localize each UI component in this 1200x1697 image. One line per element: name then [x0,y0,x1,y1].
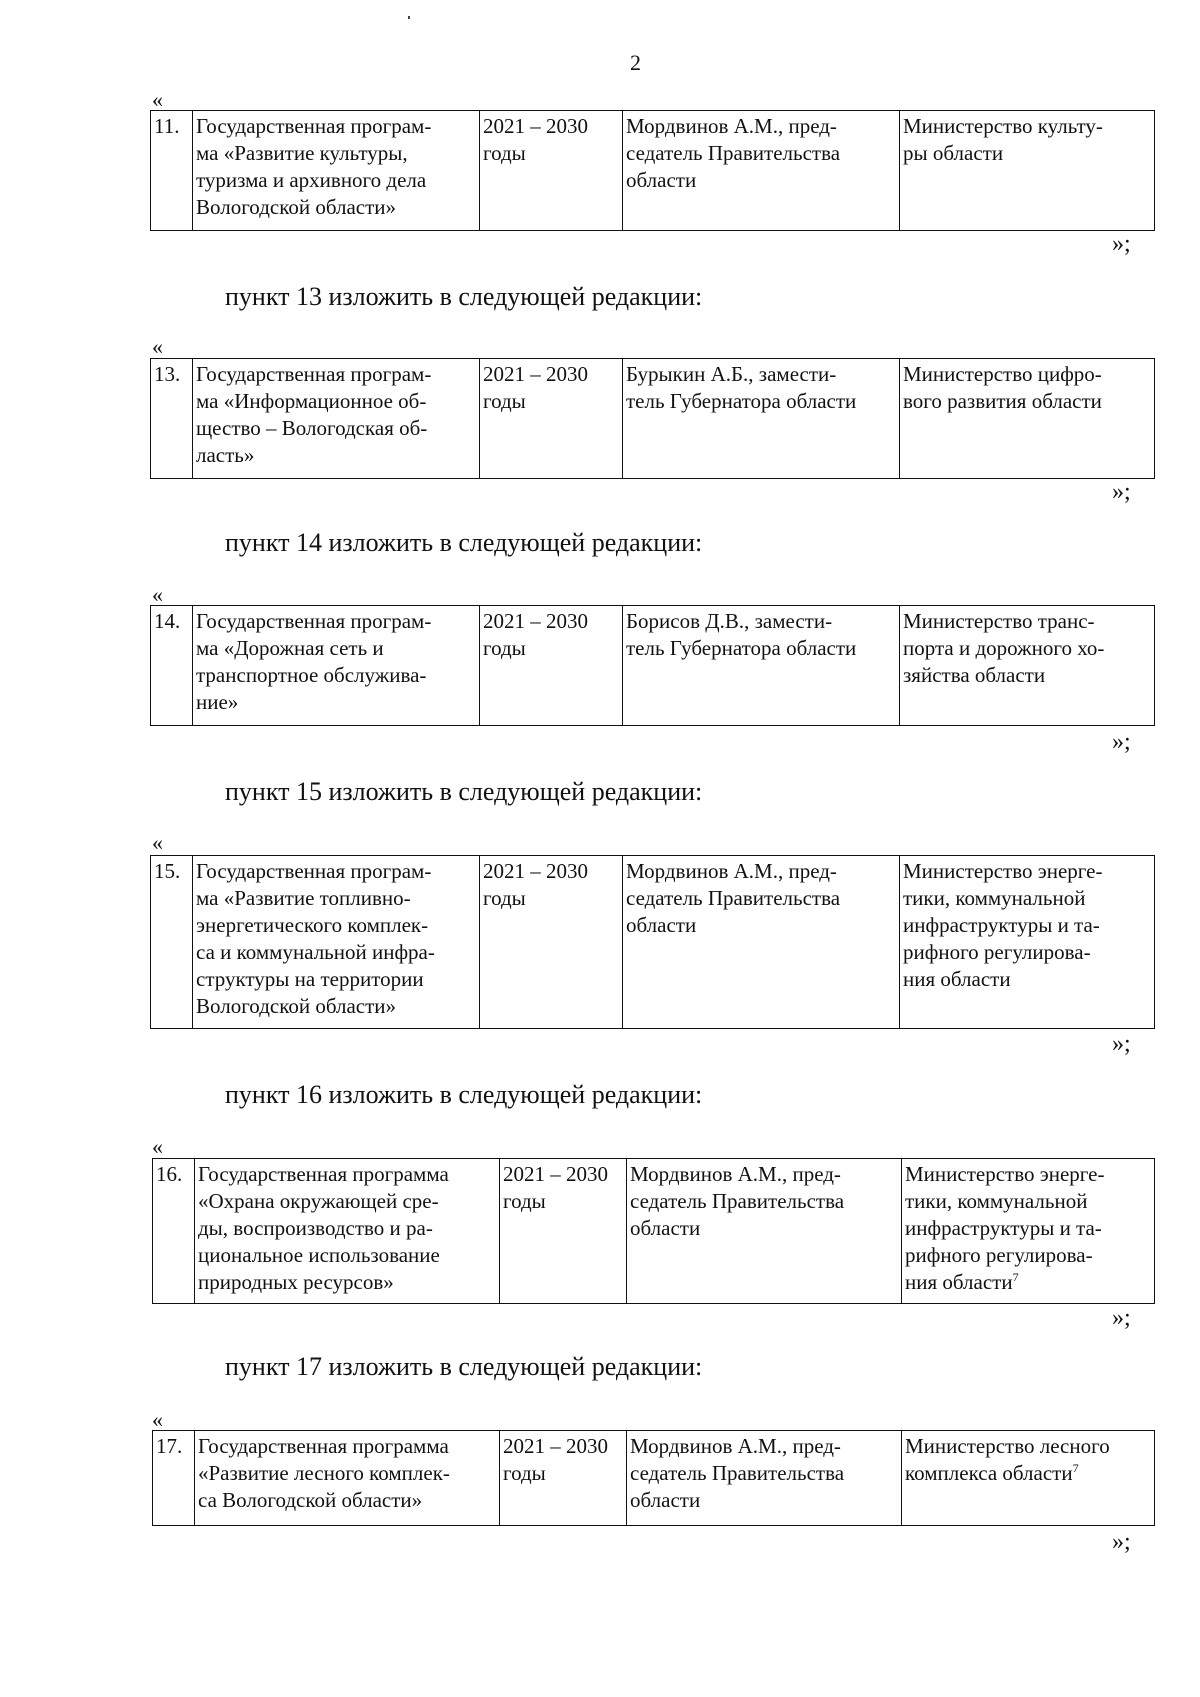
table-row [153,1431,1155,1526]
program-curator: Мордвинов А.М., пред- седатель Правительства области [627,1431,902,1526]
program-curator: Мордвинов А.М., пред- седатель Правительства области [623,856,900,1029]
table-row [153,1159,1155,1304]
program-name: Государственная програм- ма «Дорожная сеть и транспортное обслужива- ние» [193,606,480,726]
program-period: 2021 – 2030 годы [500,1431,627,1526]
instruction-text: пункт 14 изложить в следующей редакции: [225,528,703,557]
row-number: 11. [151,111,193,231]
table-row [151,359,1155,479]
table-row [151,606,1155,726]
program-executor [902,1159,1155,1304]
row-number: 16. [153,1159,195,1304]
program-period: 2021 – 2030 годы [480,359,623,479]
program-table-17 [152,1430,1155,1526]
footnote-mark: 7 [1012,1270,1019,1284]
program-name: Государственная програм- ма «Развитие культуры, туризма и архивного дела Вологодской области» [193,111,480,231]
program-name: Государственная програм- ма «Развитие топливно- энергетического комплек- са и коммунальной инфра- структуры на территории Вологодской области» [193,856,480,1029]
close-quote: »; [1112,729,1131,755]
open-quote: « [152,87,163,112]
open-quote: « [152,830,163,855]
row-number: 17. [153,1431,195,1526]
close-quote: »; [1112,1305,1131,1331]
close-quote: »; [1112,1529,1131,1555]
program-executor [902,1431,1155,1526]
instruction-text: пункт 13 изложить в следующей редакции: [225,282,703,311]
program-period: 2021 – 2030 годы [500,1159,627,1304]
page-number: 2 [630,50,641,75]
close-quote: »; [1112,1031,1131,1057]
program-executor: Министерство культу- ры области [900,111,1155,231]
program-period: 2021 – 2030 годы [480,606,623,726]
row-number: 13. [151,359,193,479]
program-period: 2021 – 2030 годы [480,111,623,231]
program-table-13 [150,358,1155,479]
program-name: Государственная программа «Развитие лесного комплек- са Вологодской области» [195,1431,500,1526]
program-table-15 [150,855,1155,1029]
program-table-11 [150,110,1155,231]
open-quote: « [152,1407,163,1432]
executor-text: Министерство лесного комплекса области [905,1434,1110,1485]
program-executor: Министерство энерге- тики, коммунальной инфраструктуры и та- рифного регулирова- ния области [900,856,1155,1029]
scan-speck [408,16,410,19]
instruction-text: пункт 15 изложить в следующей редакции: [225,777,703,806]
table-row [151,856,1155,1029]
close-quote: »; [1112,479,1131,505]
program-table-16 [152,1158,1155,1304]
program-name: Государственная програм- ма «Информационное об- щество – Вологодская об- ласть» [193,359,480,479]
program-name: Государственная программа «Охрана окружающей сре- ды, воспроизводство и ра- циональное использование природных ресурсов» [195,1159,500,1304]
close-quote: »; [1112,231,1131,257]
open-quote: « [152,334,163,359]
program-executor: Министерство транс- порта и дорожного хо- зяйства области [900,606,1155,726]
footnote-mark: 7 [1072,1461,1079,1475]
executor-text: Министерство энерге- тики, коммунальной инфраструктуры и та- рифного регулирова- ния области [905,1162,1105,1294]
open-quote: « [152,1134,163,1159]
row-number: 14. [151,606,193,726]
program-curator: Борисов Д.В., замести- тель Губернатора области [623,606,900,726]
program-curator: Бурыкин А.Б., замести- тель Губернатора области [623,359,900,479]
program-executor: Министерство цифро- вого развития области [900,359,1155,479]
program-curator: Мордвинов А.М., пред- седатель Правительства области [623,111,900,231]
instruction-text: пункт 17 изложить в следующей редакции: [225,1352,703,1381]
program-period: 2021 – 2030 годы [480,856,623,1029]
open-quote: « [152,582,163,607]
program-curator: Мордвинов А.М., пред- седатель Правительства области [627,1159,902,1304]
row-number: 15. [151,856,193,1029]
instruction-text: пункт 16 изложить в следующей редакции: [225,1080,703,1109]
program-table-14 [150,605,1155,726]
table-row [151,111,1155,231]
